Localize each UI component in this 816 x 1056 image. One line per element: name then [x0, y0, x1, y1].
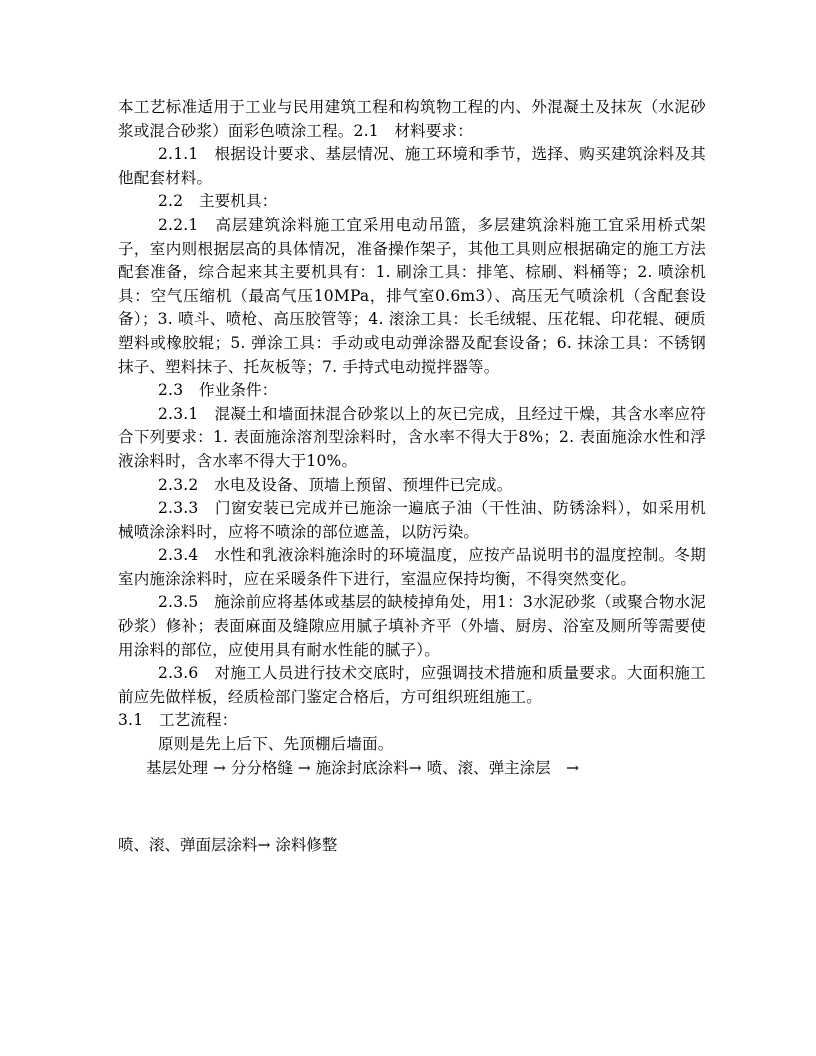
paragraph-2-3-3: 2.3.3 门窗安装已完成并已施涂一遍底子油（干性油、防锈涂料），如采用机械喷涂涂料时，应将不喷涂的部位遮盖，以防污染。	[118, 499, 706, 541]
paragraph-2-1-1: 2.1.1 根据设计要求、基层情况、施工环境和季节，选择、购买建筑涂料及其他配套材料。	[118, 145, 706, 187]
paragraph-principle: 原则是先上后下、先顶棚后墙面。	[158, 735, 394, 754]
paragraph-2-3-1: 2.3.1 混凝土和墙面抹混合砂浆以上的灰已完成，且经过干燥，其含水率应符合下列要求：1. 表面施涂溶剂型涂料时，含水率不得大于8%；2. 表面施涂水性和浮液涂料时，含水率不得大于10%。	[118, 404, 706, 470]
process-flow-line-1: 基层处理 → 分分格缝 → 施涂封底涂料→ 喷、滚、弹主涂层 →	[146, 758, 580, 777]
paragraph-2-2-1: 2.2.1 高层建筑涂料施工宜采用电动吊篮，多层建筑涂料施工宜采用桥式架子，室内则根据层高的具体情况，准备操作架子，其他工具则应根据确定的施工方法配套准备，综合起来其主要机具有：1. 刷涂工具：排笔、棕刷、料桶等；2. 喷涂机具：空气压缩机（最高气压10MPa，排气室0.6m3）、高压无气喷涂机（含配套设备）；3. 喷斗、喷枪、高压胶管等；4. 滚涂工具：长毛绒辊、压花辊、印花辊、硬质塑料或橡胶辊；5. 弹涂工具：手动或电动弹涂器及配套设备；6. 抹涂工具：不锈钢抹子、塑料抹子、托灰板等；7. 手持式电动搅拌器等。	[118, 215, 706, 376]
paragraph-scope: 本工艺标准适用于工业与民用建筑工程和构筑物工程的内、外混凝土及抹灰（水泥砂浆或混合砂浆）面彩色喷涂工程。2.1 材料要求：	[118, 98, 706, 140]
paragraph-2-3-4: 2.3.4 水性和乳液涂料施涂时的环境温度，应按产品说明书的温度控制。冬期室内施涂涂料时，应在采暖条件下进行，室温应保持均衡，不得突然变化。	[118, 546, 706, 588]
heading-2-3: 2.3 作业条件：	[158, 381, 278, 400]
paragraph-2-3-2: 2.3.2 水电及设备、顶墙上预留、预埋件已完成。	[158, 475, 513, 494]
document-body	[118, 96, 706, 858]
paragraph-2-3-5: 2.3.5 施涂前应将基体或基层的缺棱掉角处，用1：3水泥砂浆（或聚合物水泥砂浆）修补；表面麻面及缝隙应用腻子填补齐平（外墙、厨房、浴室及厕所等需要使用涂料的部位，应使用具有耐水性能的腻子）。	[118, 593, 706, 659]
heading-3-1: 3.1 工艺流程：	[118, 711, 238, 730]
process-flow-line-2: 喷、滚、弹面层涂料→ 涂料修整	[118, 836, 338, 855]
paragraph-2-3-6: 2.3.6 对施工人员进行技术交底时，应强调技术措施和质量要求。大面积施工前应先做样板，经质检部门鉴定合格后，方可组织班组施工。	[118, 664, 706, 706]
heading-2-2: 2.2 主要机具：	[158, 192, 278, 211]
